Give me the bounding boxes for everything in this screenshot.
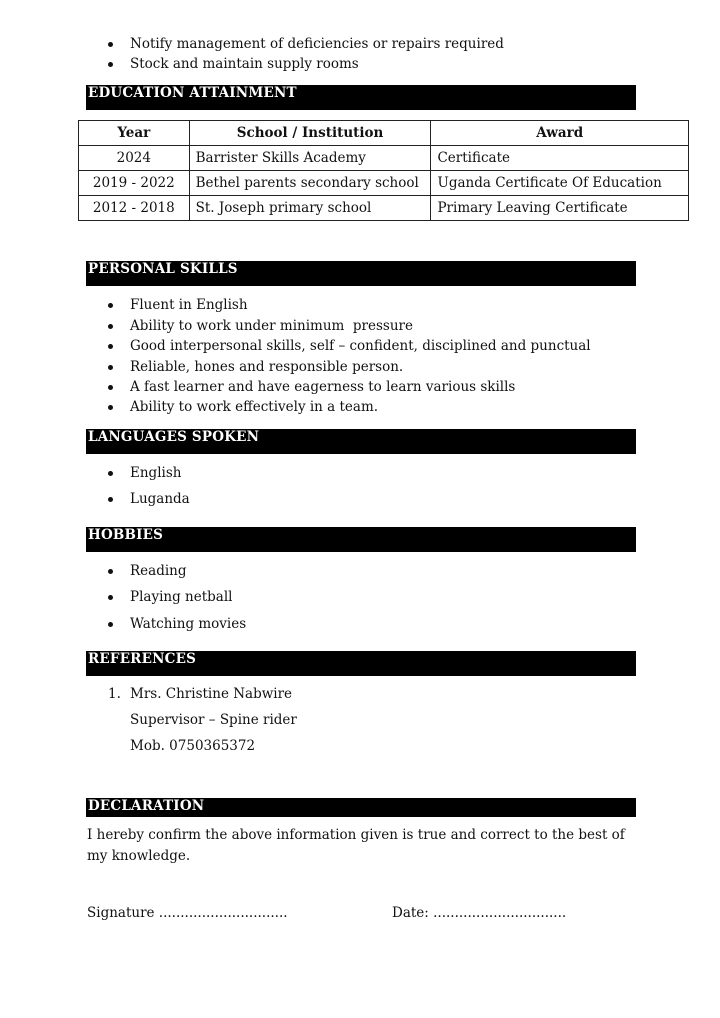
references-heading: REFERENCES (86, 651, 636, 676)
year-cell: 2024 (79, 146, 190, 171)
bullet-icon (108, 324, 113, 329)
school-cell: St. Joseph primary school (189, 196, 431, 221)
column-header-year: Year (79, 121, 190, 146)
school-cell: Barrister Skills Academy (189, 146, 431, 171)
reference-role: Supervisor – Spine rider (130, 712, 297, 728)
signature-line: Signature .............................. (87, 905, 288, 921)
bullet-icon (108, 344, 113, 349)
reference-number: 1. (108, 686, 121, 702)
bullet-icon (108, 385, 113, 390)
bullet-icon (108, 42, 113, 47)
bullet-icon (108, 595, 113, 600)
table-row (79, 146, 689, 171)
reference-name: Mrs. Christine Nabwire (130, 686, 293, 702)
table-row (79, 196, 689, 221)
award-cell: Primary Leaving Certificate (431, 196, 689, 221)
hobbies-heading: HOBBIES (86, 527, 636, 552)
year-cell: 2019 - 2022 (79, 171, 190, 196)
bullet-icon (108, 405, 113, 410)
reference-phone: Mob. 0750365372 (130, 738, 256, 754)
year-cell: 2012 - 2018 (79, 196, 190, 221)
bullet-icon (108, 303, 113, 308)
award-cell: Uganda Certificate Of Education (431, 171, 689, 196)
award-cell: Certificate (431, 146, 689, 171)
bullet-icon (108, 569, 113, 574)
education-heading: EDUCATION ATTAINMENT (86, 85, 636, 110)
bullet-icon (108, 62, 113, 67)
bullet-icon (108, 497, 113, 502)
table-header-row (79, 121, 689, 146)
personal-skills-heading: PERSONAL SKILLS (86, 261, 636, 286)
bullet-icon (108, 365, 113, 370)
declaration-text-line-1: I hereby confirm the above information given is true and correct to the best of (87, 827, 625, 843)
school-cell: Bethel parents secondary school (189, 171, 431, 196)
bullet-icon (108, 622, 113, 627)
column-header-award: Award (431, 121, 689, 146)
date-line: Date: ............................... (392, 905, 567, 921)
column-header-school: School / Institution (189, 121, 431, 146)
declaration-heading: DECLARATION (86, 798, 636, 817)
declaration-text-line-2: my knowledge. (87, 848, 191, 864)
bullet-icon (108, 471, 113, 476)
languages-heading: LANGUAGES SPOKEN (86, 429, 636, 454)
table-row (79, 171, 689, 196)
education-table (78, 120, 689, 221)
